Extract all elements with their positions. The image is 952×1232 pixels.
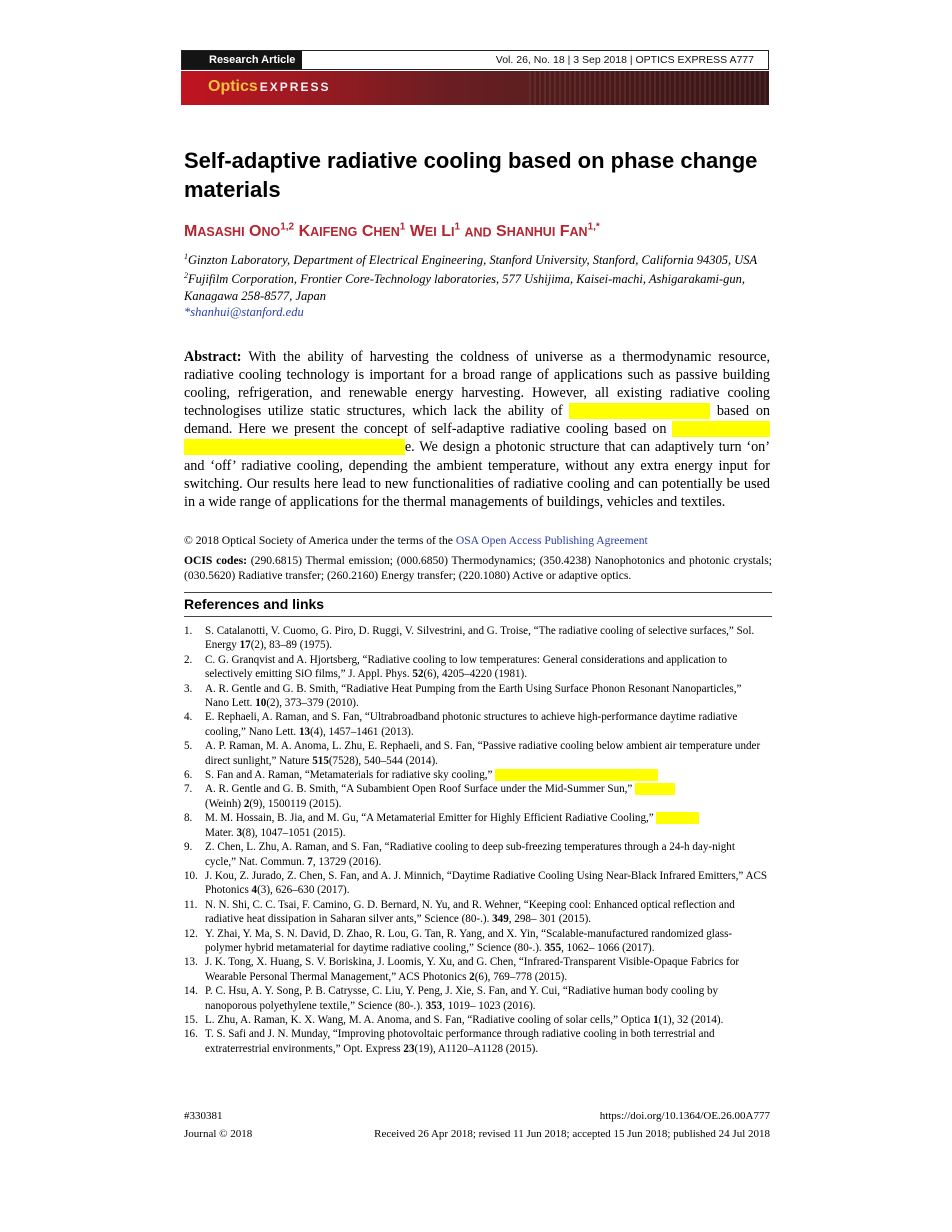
- copyright-notice: © 2018 Optical Society of America under the terms of the OSA Open Access Publishing Agreement: [184, 534, 648, 547]
- reference-item: 4. E. Rephaeli, A. Raman, and S. Fan, “Ultrabroadband photonic structures to achieve high-performance daytime radiative cooling,” Nano Lett. 13(4), 1457–1461 (2013).: [184, 711, 738, 738]
- author-4: SHANHUI $FAN^{1,*}$: [496, 222, 600, 241]
- reference-item: 1. S. Catalanotti, V. Cuomo, G. Piro, D. Ruggi, V. Silvestrini, and G. Troise, “The radiative cooling of selective surfaces,” Sol. Energy 17(2), 83–89 (1975).: [184, 625, 755, 652]
- journal-logo-optics: Optics: [208, 78, 258, 95]
- reference-item: 5. A. P. Raman, M. A. Anoma, L. Zhu, E. Rephaeli, and S. Fan, “Passive radiative cooling below ambient air temperature under direct sunlight,” Nature 515(7528), 540–544 (2014).: [184, 740, 761, 767]
- reference-item: 9. Z. Chen, L. Zhu, A. Raman, and S. Fan, “Radiative cooling to deep sub-freezing temperatures through a 24-h day-night cycle,” Nat. Commun. 7, 13729 (2016).: [184, 841, 735, 868]
- article-type-tag: Research Article: [182, 51, 302, 69]
- publication-dates: Received 26 Apr 2018; revised 11 Jun 2018; accepted 15 Jun 2018; published 24 Jul 2018: [374, 1128, 770, 1140]
- author-1: MASASHI ONO$^{1,2}$: [184, 222, 295, 241]
- reference-highlight: Adv. Opt.: [655, 812, 700, 825]
- journal-banner: [181, 71, 769, 105]
- reference-item: 10. J. Kou, Z. Jurado, Z. Chen, S. Fan, and A. J. Minnich, “Daytime Radiative Cooling Using Near-Black Infrared Emitters,” ACS Photonics 4(3), 626–630 (2017).: [184, 869, 768, 897]
- affiliations: [184, 249, 774, 321]
- reference-item: 13. J. K. Tong, X. Huang, S. V. Boriskina, J. Loomis, Y. Xu, and G. Chen, “Infrared-Transparent Visible-Opaque Fabrics for Wearable Personal Thermal Management,” ACS Photonics 2(6), 769–778 (2015).: [184, 956, 740, 983]
- journal-logo-express: EXPRESS: [259, 80, 331, 94]
- reference-item: 15. L. Zhu, A. Raman, K. X. Wang, M. A. Anoma, and S. Fan, “Radiative cooling of solar cells,” Optica 1(1), 32 (2014).: [184, 1013, 724, 1026]
- highlight-redacted-1: switching it on and off: [569, 403, 711, 420]
- references-rule-top: [184, 592, 772, 593]
- references-rule-bottom: [184, 616, 772, 617]
- affiliation-1: $^1$Ginzton Laboratory, Department of Electrical Engineering, Stanford University, Stanford, California 94305, USA: [184, 252, 758, 268]
- corresponding-email-link[interactable]: *shanhui@stanford.edu: [184, 305, 304, 320]
- abstract-label: Abstract:: [184, 349, 242, 365]
- reference-item: 16. T. S. Safi and J. N. Munday, “Improving photovoltaic performance through radiative cooling in both terrestrial and extraterrestrial environments,” Opt. Express 23(19), A1120–A1128 (2015).: [184, 1028, 715, 1055]
- reference-item: 11. N. N. Shi, C. C. Tsai, F. Camino, G. D. Bernard, N. Yu, and R. Wehner, “Keeping cool: Enhanced optical reflection and radiative heat dissipation in Saharan silver ants,” Science (80-.). 349, 298– 301 (2015).: [184, 898, 735, 926]
- reference-item: 3. A. R. Gentle and G. B. Smith, “Radiative Heat Pumping from the Earth Using Surface Phonon Resonant Nanoparticles,” Nano Lett. 10(2), 373–379 (2010).: [184, 682, 742, 710]
- author-list: [184, 222, 600, 241]
- reference-item: 8. M. M. Hossain, B. Jia, and M. Gu, “A Metamaterial Emitter for Highly Efficient Radiative Cooling,” Adv. Opt. Mater. 3(8), 1047–1051 (2015).: [184, 812, 700, 839]
- journal-header-bar: [181, 50, 769, 70]
- reference-item: 14. P. C. Hsu, A. Y. Song, P. B. Catrysse, C. Liu, Y. Peng, J. Xie, S. Fan, and Y. Cui, “Radiative human body cooling by nanoporous polyethylene textile,” Science (80-.). 353, 1019– 1023 (2016).: [184, 985, 719, 1012]
- author-2: KAIFENG CHEN$^1$: [298, 222, 406, 241]
- paper-title: Self-adaptive radiative cooling based on phase change materials: [184, 148, 758, 202]
- manuscript-id: #330381: [184, 1110, 223, 1122]
- volume-info: Vol. 26, No. 18 | 3 Sep 2018 | OPTICS EXPRESS A777: [495, 54, 754, 66]
- references-heading: References and links: [184, 596, 325, 612]
- author-and: AND: [464, 225, 492, 240]
- ocis-codes: OCIS codes: (290.6815) Thermal emission; (000.6850) Thermodynamics; (350.4238) Nanophotonics and photonic crystals; (030.5620) Radiative transfer; (260.2160) Energy transfer; (220.1080) Active or adaptive optics.: [184, 554, 772, 582]
- author-3: WEI $LI^1$: [409, 222, 461, 241]
- references-list: [184, 624, 768, 1056]
- reference-item: 6. S. Fan and A. Raman, “Metamaterials for radiative sky cooling,” Natl. Sci. Rev. 5(2), 132–133 (2018): [184, 769, 658, 782]
- reference-highlight: Natl. Sci. Rev. 5(2), 132–133 (2018): [495, 769, 658, 782]
- journal-logo: [208, 78, 331, 96]
- reference-item: 12. Y. Zhai, Y. Ma, S. N. David, D. Zhao, R. Lou, G. Tan, R. Yang, and X. Yin, “Scalable-manufactured randomized glass-polymer hybrid metamaterial for daytime radiative cooling,” Science (80-.). 355, 1062– 1066 (2017).: [184, 927, 733, 954]
- reference-highlight: Adv. Sci.: [634, 783, 676, 796]
- reference-item: 2. C. G. Granqvist and A. Hjortsberg, “Radiative cooling to low temperatures: General considerations and application to selectively emitting SiO films,” J. Appl. Phys. 52(6), 4205–4220 (1981).: [184, 653, 727, 681]
- reference-item: 7. A. R. Gentle and G. B. Smith, “A Subambient Open Roof Surface under the Mid-Summer Sun,” Adv. Sci. (Weinh) 2(9), 1500119 (2015).: [184, 783, 676, 810]
- doi-link[interactable]: https://doi.org/10.1364/OE.26.00A777: [599, 1110, 770, 1122]
- journal-copyright: Journal © 2018: [184, 1128, 253, 1140]
- highlight-redacted-2: the use of phase change material as the design principl: [184, 421, 770, 456]
- abstract: Abstract: With the ability of harvesting the coldness of universe as a thermodynamic resource, radiative cooling technology is important for a broad range of applications such as passive building cooling, refrigeration, and renewable energy harvesting. However, all existing radiative cooling technologises utilize static structures, which lack the ability of switching it on and off based on demand. Here we present the concept of self-adaptive radiative cooling based on the use of phase change material as the design principle. We design a photonic structure that can adaptively turn ‘on’ and ‘off’ radiative cooling, depending the ambient temperature, without any extra energy input for switching. Our results here lead to new functionalities of radiative cooling and can potentially be used in a wide range of applications for the thermal managements of buildings, vehicles and textiles.: [184, 349, 771, 510]
- affiliation-2: $^2$Fujifilm Corporation, Frontier Core-Technology laboratories, 577 Ushijima, Kaisei-machi, Ashigarakami-gun, Kanagawa 258-8577, Japan: [184, 271, 746, 303]
- osa-agreement-link[interactable]: OSA Open Access Publishing Agreement: [455, 534, 648, 547]
